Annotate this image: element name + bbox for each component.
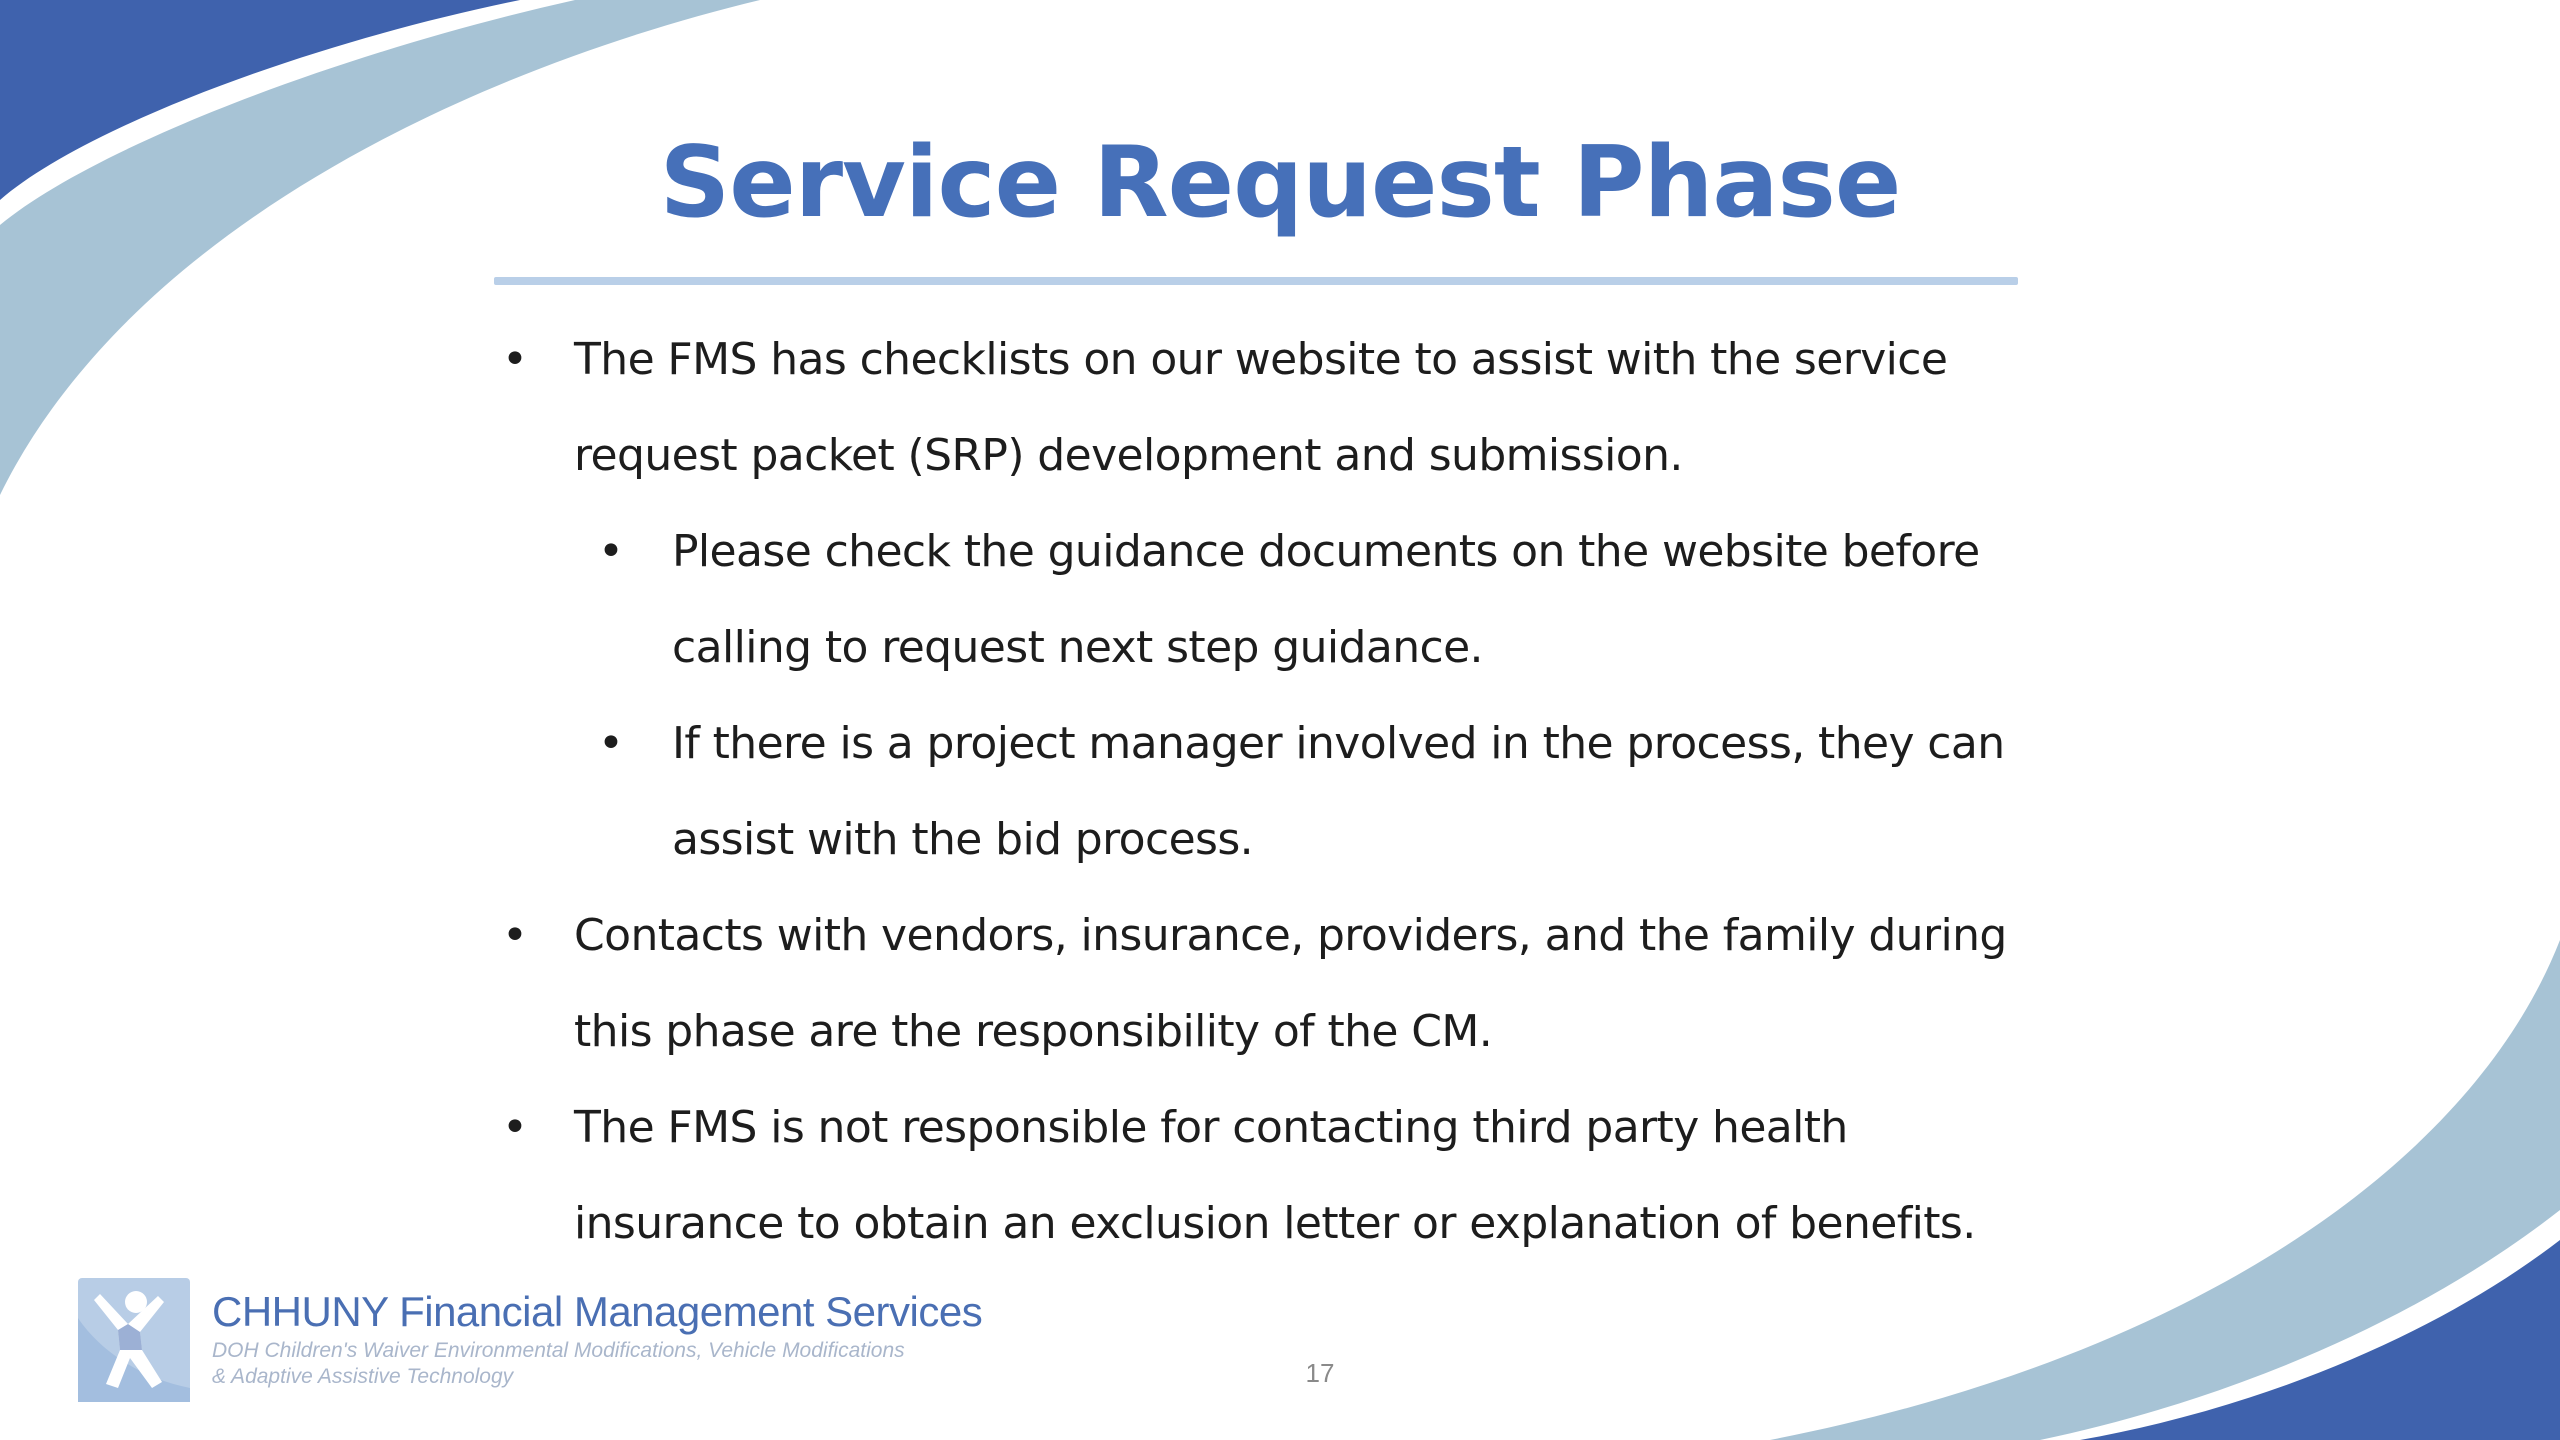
bullet-text: If there is a project manager involved in the process, they can assist with the bid process.: [672, 718, 2005, 865]
bullet-text: Please check the guidance documents on the website before calling to request next step guidance.: [672, 526, 1980, 673]
organization-subtitle-line1: DOH Children's Waiver Environmental Modifications, Vehicle Modifications: [212, 1339, 905, 1362]
footer-logo-text: [212, 1286, 1112, 1390]
person-figure-logo-icon: [78, 1278, 190, 1402]
bullet-text: Contacts with vendors, insurance, providers, and the family during this phase are the responsibility of the CM.: [574, 910, 2007, 1057]
bullet-list: [494, 312, 2054, 1272]
bullet-dot: •: [502, 1102, 528, 1153]
organization-name: CHHUNY Financial Management Services: [212, 1288, 983, 1335]
organization-subtitle-line2: & Adaptive Assistive Technology: [212, 1365, 514, 1388]
bullet-dot: •: [502, 334, 528, 385]
bullet-dot: •: [598, 526, 624, 577]
bullet-item: [494, 888, 2054, 1080]
bullet-dot: •: [598, 718, 624, 769]
bullet-dot: •: [502, 910, 528, 961]
sub-bullet-item: [494, 504, 2054, 696]
bullet-text: The FMS is not responsible for contacting third party health insurance to obtain an exclusion letter or explanation of benefits.: [574, 1102, 1976, 1249]
page-number: 17: [1305, 1358, 1335, 1388]
bullet-item: [494, 312, 2054, 504]
title-underline: [494, 277, 2018, 285]
sub-bullet-item: [494, 696, 2054, 888]
bullet-item: [494, 1080, 2054, 1272]
slide-title: Service Request Phase: [659, 126, 1901, 240]
bullet-text: The FMS has checklists on our website to assist with the service request packet (SRP) development and submission.: [574, 334, 1948, 481]
